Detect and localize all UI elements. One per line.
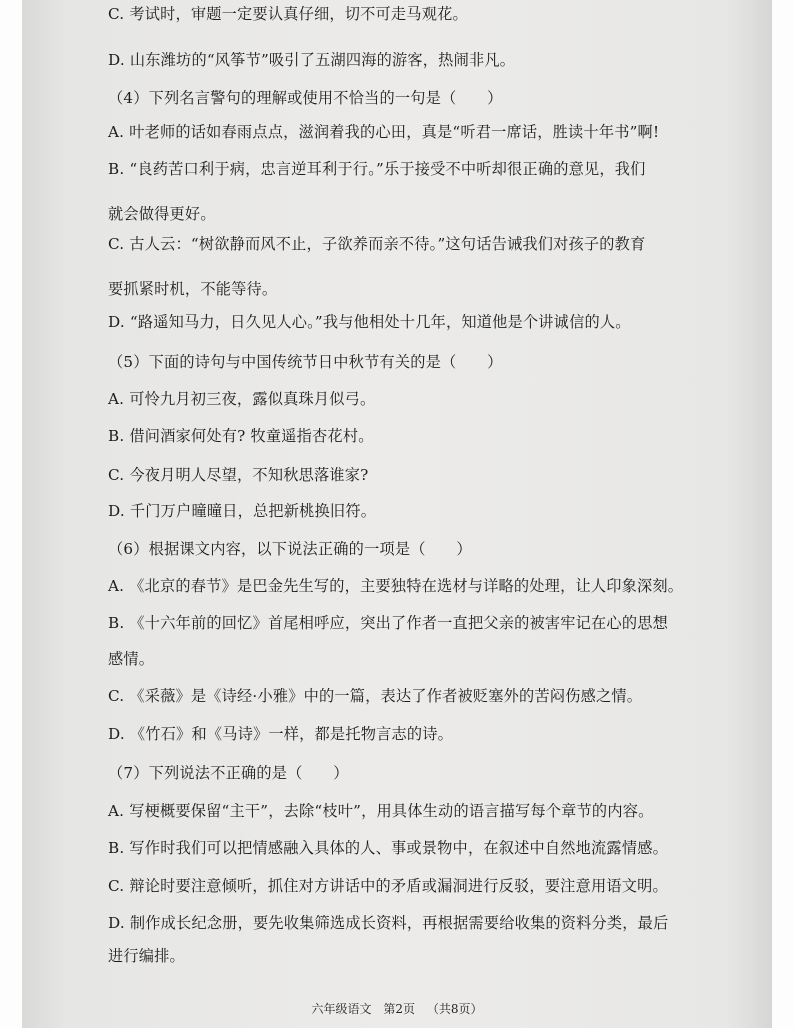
option-d-q6: D. 《竹石》和《马诗》一样，都是托物言志的诗。	[108, 725, 454, 743]
option-d-q7-cont: 进行编排。	[108, 947, 185, 965]
option-a-q7: A. 写梗概要保留“主干”，去除“枝叶”，用具体生动的语言描写每个章节的内容。	[108, 802, 654, 820]
footer-total: （共8页）	[426, 1002, 483, 1016]
option-b-q4-cont: 就会做得更好。	[108, 205, 216, 223]
option-c-q6: C. 《采薇》是《诗经·小雅》中的一篇，表达了作者被贬塞外的苦闷伤感之情。	[108, 687, 643, 705]
page-margin-left	[0, 0, 22, 1028]
question-5: （5）下面的诗句与中国传统节日中秋节有关的是（ ）	[108, 353, 503, 371]
option-c-q3: C. 考试时，审题一定要认真仔细，切不可走马观花。	[108, 5, 468, 23]
page-margin-right	[772, 0, 794, 1028]
footer-page: 第2页	[383, 1002, 415, 1016]
option-b-q6-cont: 感情。	[108, 650, 155, 668]
option-d-q4: D. “路遥知马力，日久见人心。”我与他相处十几年，知道他是个讲诚信的人。	[108, 313, 631, 331]
option-c-q4-cont: 要抓紧时机，不能等待。	[108, 280, 278, 298]
option-b-q6: B. 《十六年前的回忆》首尾相呼应，突出了作者一直把父亲的被害牢记在心的思想	[108, 614, 668, 632]
page-footer	[0, 1000, 794, 1017]
option-d-q3: D. 山东潍坊的“风筝节”吸引了五湖四海的游客，热闹非凡。	[108, 51, 516, 69]
option-d-q5: D. 千门万户曈曈日，总把新桃换旧符。	[108, 502, 377, 520]
option-c-q4: C. 古人云：“树欲静而风不止，子欲养而亲不待。”这句话告诫我们对孩子的教育	[108, 235, 646, 253]
question-4: （4）下列名言警句的理解或使用不恰当的一句是（ ）	[108, 89, 503, 107]
option-b-q5: B. 借问酒家何处有? 牧童遥指杏花村。	[108, 427, 374, 445]
footer-subject: 六年级语文	[311, 1002, 372, 1016]
option-b-q4: B. “良药苦口利于病，忠言逆耳利于行。”乐于接受不中听却很正确的意见，我们	[108, 160, 646, 178]
option-a-q4: A. 叶老师的话如春雨点点，滋润着我的心田，真是“听君一席话，胜读十年书”啊!	[108, 123, 660, 141]
question-7: （7）下列说法不正确的是（ ）	[108, 764, 349, 782]
option-b-q7: B. 写作时我们可以把情感融入具体的人、事或景物中，在叙述中自然地流露情感。	[108, 839, 668, 857]
question-6: （6）根据课文内容，以下说法正确的一项是（ ）	[108, 540, 472, 558]
option-a-q5: A. 可怜九月初三夜，露似真珠月似弓。	[108, 390, 376, 408]
option-a-q6: A. 《北京的春节》是巴金先生写的，主要独特在选材与详略的处理，让人印象深刻。	[108, 577, 684, 595]
option-d-q7: D. 制作成长纪念册，要先收集筛选成长资料，再根据需要给收集的资料分类，最后	[108, 914, 669, 932]
option-c-q5: C. 今夜月明人尽望，不知秋思落谁家?	[108, 466, 369, 484]
option-c-q7: C. 辩论时要注意倾听，抓住对方讲话中的矛盾或漏洞进行反驳，要注意用语文明。	[108, 877, 668, 895]
